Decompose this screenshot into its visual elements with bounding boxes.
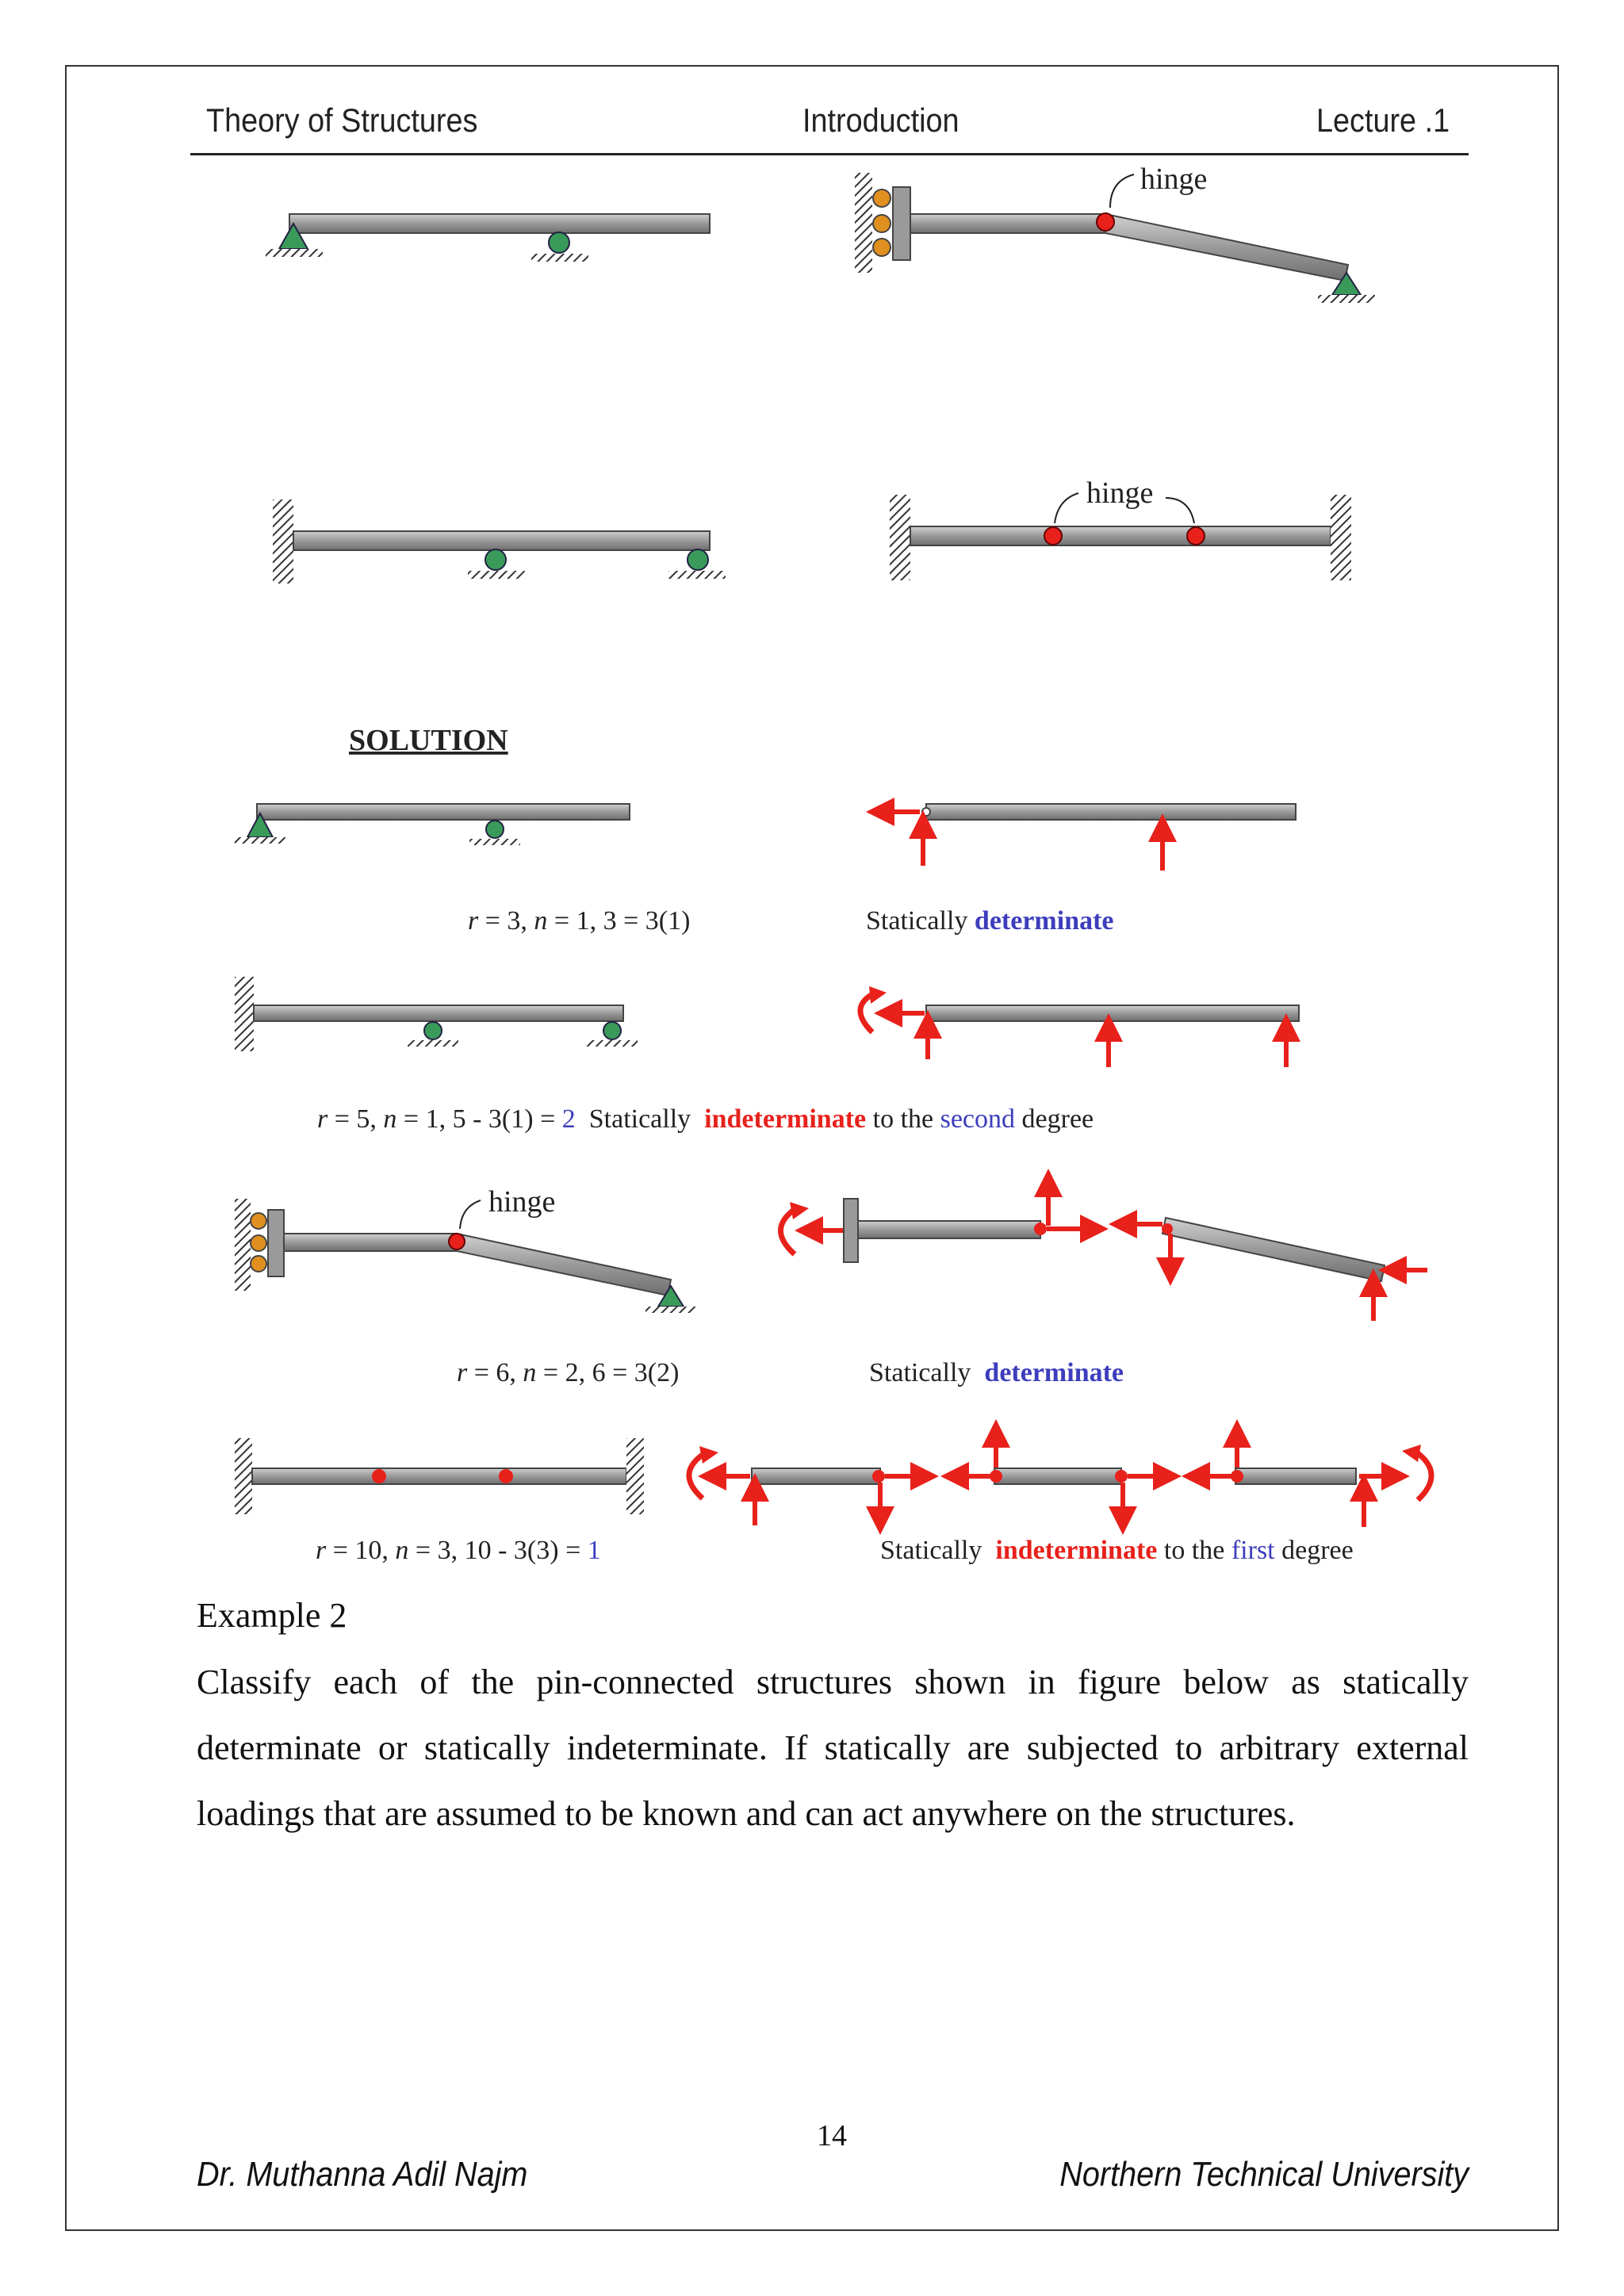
footer-institution: Northern Technical University — [1059, 2155, 1469, 2194]
svg-text:hinge: hinge — [488, 1185, 556, 1219]
solution-heading: SOLUTION — [349, 724, 508, 757]
header-lecture-number: Lecture .1 — [1316, 101, 1450, 139]
header-course-title: Theory of Structures — [206, 101, 478, 139]
hinge-marker — [1097, 213, 1114, 231]
header-section-title: Introduction — [802, 101, 959, 139]
problem-beam-2 — [855, 163, 1375, 303]
solution-1-result: Statically determinate — [866, 906, 1114, 936]
solution-1-left — [235, 804, 630, 845]
problem-beam-1 — [266, 214, 710, 262]
problem-beam-3 — [273, 499, 726, 584]
solution-4-left — [235, 1438, 644, 1514]
page-number: 14 — [817, 2119, 847, 2152]
solution-2-formula-result: r = 5, n = 1, 5 - 3(1) = 2 Statically indeterminate to the second degree — [317, 1104, 1094, 1134]
solution-4-result: Statically indeterminate to the first degree — [880, 1536, 1354, 1565]
svg-text:hinge: hinge — [1086, 476, 1154, 510]
example-title: Example 2 — [197, 1596, 347, 1635]
hinge-label: hinge — [1140, 163, 1208, 196]
solution-3-formula: r = 6, n = 2, 6 = 3(2) — [457, 1358, 680, 1387]
solution-4-formula: r = 10, n = 3, 10 - 3(3) = 1 — [316, 1536, 601, 1565]
solution-3-left — [235, 1185, 696, 1313]
solution-1-fbd — [880, 804, 1296, 871]
solution-3-result: Statically determinate — [869, 1358, 1124, 1387]
problem-beam-4 — [890, 476, 1351, 580]
solution-3-fbd — [780, 1183, 1427, 1321]
solution-2-fbd — [860, 986, 1299, 1067]
solution-1-formula: r = 3, n = 1, 3 = 3(1) — [468, 906, 691, 936]
solution-4-fbd — [689, 1433, 1431, 1527]
example-paragraph: Classify each of the pin-connected structures shown in figure below as statically determinate or statically indeterminate. If statically are subjected to arbitrary external loadings that are assumed to be known and can act anywhere on the structures. — [197, 1663, 1469, 1833]
footer-author: Dr. Muthanna Adil Najm — [197, 2155, 528, 2194]
solution-2-left — [235, 977, 638, 1051]
roller-support — [549, 232, 569, 253]
